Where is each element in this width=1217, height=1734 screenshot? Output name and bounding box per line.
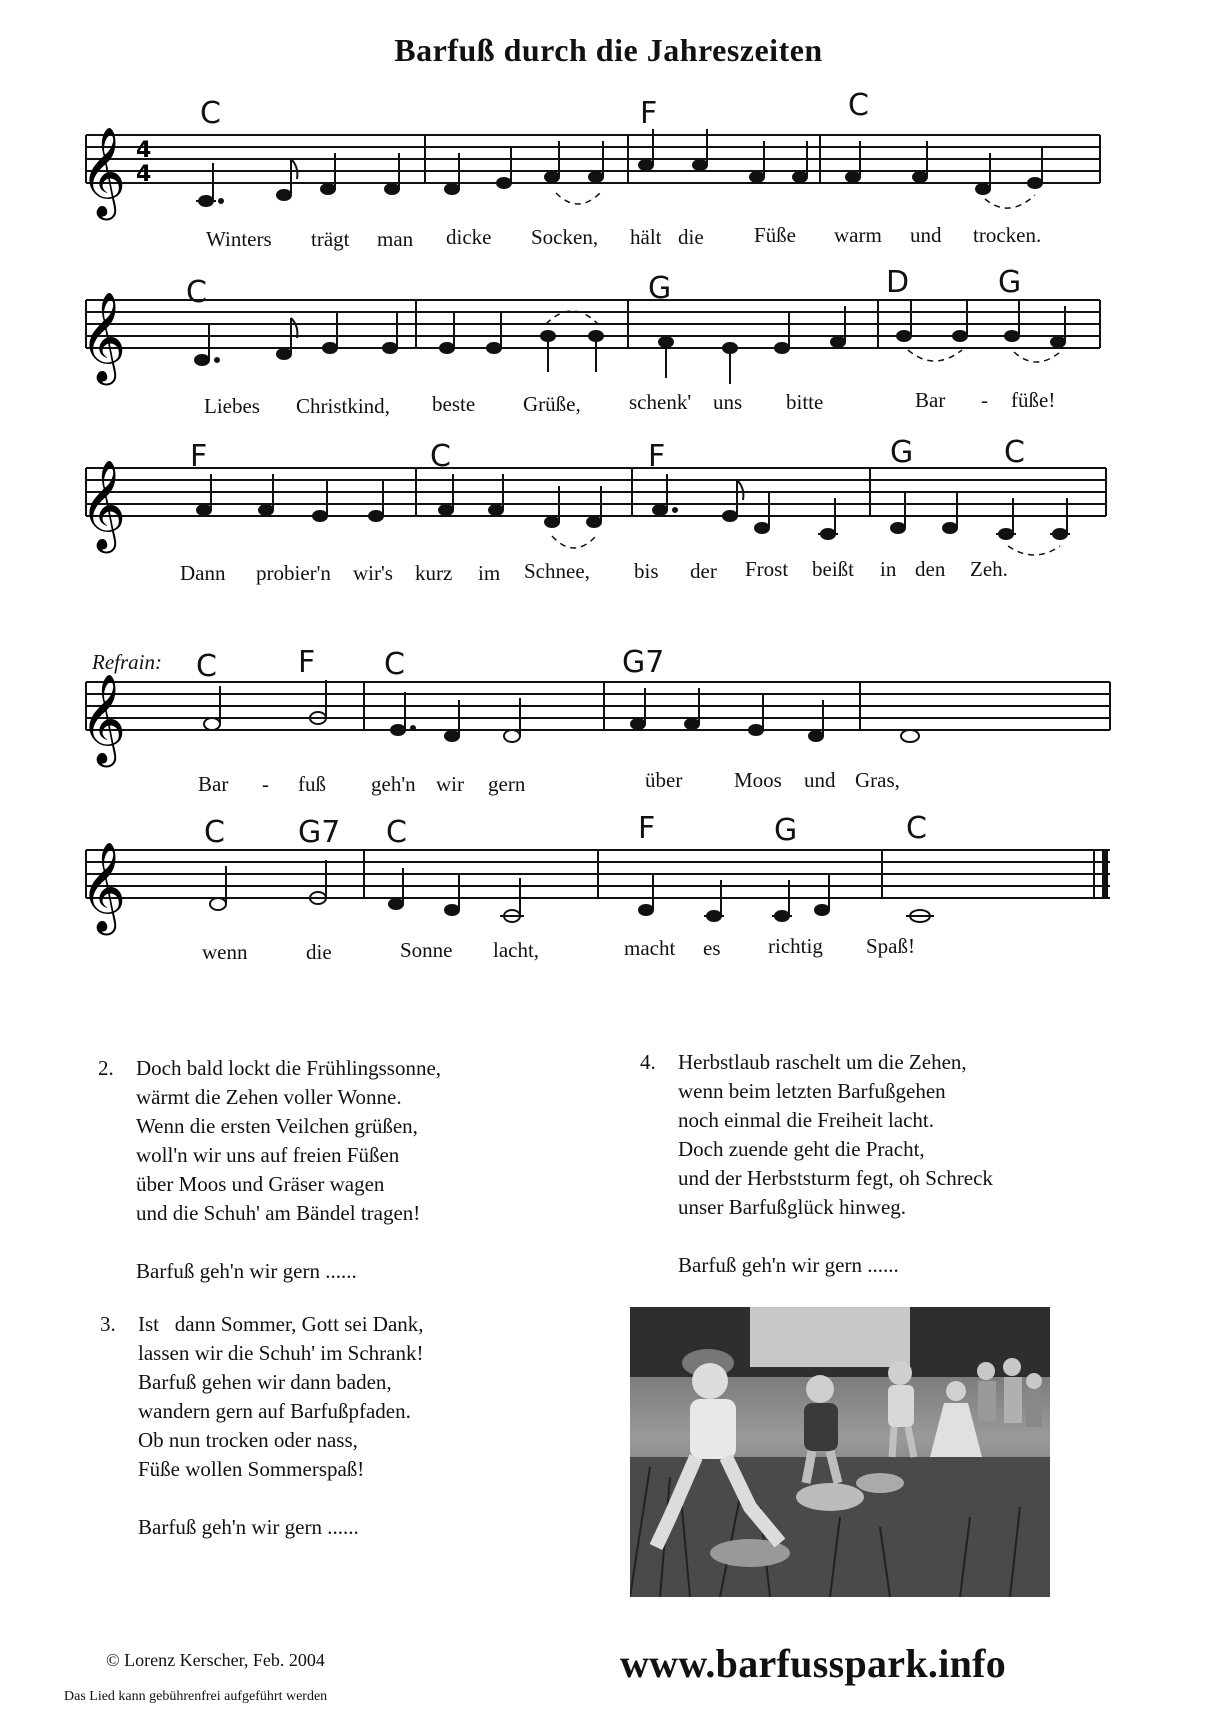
verse-number: 3.	[100, 1312, 116, 1336]
time-signature-top: 4	[136, 138, 152, 163]
chord: C	[186, 275, 207, 310]
lyric: Zeh.	[970, 557, 1008, 581]
chord: C	[384, 647, 405, 682]
chord: F	[638, 811, 656, 846]
chord: C	[430, 439, 451, 474]
lyric: trägt	[311, 227, 350, 251]
lyric: Gras,	[855, 768, 900, 792]
lyric: wenn	[202, 940, 248, 964]
refrain-reference: Barfuß geh'n wir gern ......	[138, 1515, 359, 1539]
verse-line: woll'n wir uns auf freien Füßen	[136, 1143, 400, 1167]
lyric: schenk'	[629, 390, 692, 414]
lyric: wir's	[353, 561, 393, 585]
staff-system-2	[0, 260, 1217, 400]
chord: D	[886, 265, 910, 300]
verse-3	[100, 1310, 560, 1550]
lyric: die	[678, 225, 704, 249]
treble-clef-icon: 𝄞	[80, 127, 127, 217]
verse-line: noch einmal die Freiheit lacht.	[678, 1108, 934, 1132]
lyric: probier'n	[256, 561, 331, 585]
lyric: fuß	[298, 772, 326, 796]
chord: G	[998, 265, 1022, 300]
chord: G7	[298, 815, 341, 850]
lyric: den	[915, 557, 946, 581]
lyric: im	[478, 561, 501, 585]
refrain-reference: Barfuß geh'n wir gern ......	[136, 1259, 357, 1283]
lyric: der	[690, 559, 717, 583]
verse-line: Füße wollen Sommerspaß!	[138, 1457, 365, 1481]
verse-line: wandern gern auf Barfußpfaden.	[138, 1399, 411, 1423]
lyric: Bar	[915, 388, 946, 412]
lyric: über	[645, 768, 683, 792]
lyric: und	[804, 768, 836, 792]
verse-line: Barfuß gehen wir dann baden,	[138, 1370, 392, 1394]
lyric: macht	[624, 936, 676, 960]
lyric: Grüße,	[523, 392, 581, 416]
song-title: Barfuß durch die Jahreszeiten	[394, 32, 823, 68]
lyric: -	[262, 772, 269, 796]
chord: C	[1004, 435, 1025, 470]
staff-system-1	[0, 88, 1217, 235]
lyric: wir	[436, 772, 464, 796]
lyric: gern	[488, 772, 526, 796]
lyric: Füße	[754, 223, 796, 247]
chord: F	[298, 645, 316, 680]
lyric: bitte	[786, 390, 824, 414]
lyric: dicke	[446, 225, 492, 249]
chord: G	[890, 435, 914, 470]
verse-line: Herbstlaub raschelt um die Zehen,	[678, 1050, 967, 1074]
lyric: Schnee,	[524, 559, 590, 583]
verse-number: 2.	[98, 1056, 114, 1080]
lyric: hält	[630, 225, 662, 249]
lyric: beste	[432, 392, 476, 416]
chord: C	[386, 815, 407, 850]
lyric: richtig	[768, 934, 823, 958]
lyric: Spaß!	[866, 934, 915, 958]
chord: F	[190, 439, 208, 474]
lyric: in	[880, 557, 897, 581]
verse-line: Ob nun trocken oder nass,	[138, 1428, 358, 1452]
staff-system-4-refrain	[0, 642, 1217, 782]
verse-line: über Moos und Gräser wagen	[136, 1172, 385, 1196]
time-signature-bottom: 4	[136, 162, 152, 187]
verse-line: Ist dann Sommer, Gott sei Dank,	[138, 1312, 424, 1336]
chord: C	[196, 649, 217, 684]
lyric: Sonne	[400, 938, 453, 962]
verse-line: Doch bald lockt die Frühlingssonne,	[136, 1056, 442, 1080]
lyric: Liebes	[204, 394, 260, 418]
verse-4	[640, 1048, 1100, 1288]
treble-clef-icon: 𝄞	[80, 842, 127, 932]
verse-line: Wenn die ersten Veilchen grüßen,	[136, 1114, 418, 1138]
verse-line: Doch zuende geht die Pracht,	[678, 1137, 925, 1161]
chord: C	[200, 96, 221, 131]
verse-line: und die Schuh' am Bändel tragen!	[136, 1201, 421, 1225]
staff-system-5	[0, 810, 1217, 950]
copyright-notice: © Lorenz Kerscher, Feb. 2004	[106, 1650, 325, 1670]
verse-line: lassen wir die Schuh' im Schrank!	[138, 1341, 424, 1365]
lyric: man	[377, 227, 414, 251]
lyric: Christkind,	[296, 394, 390, 418]
chord: G	[648, 271, 672, 306]
lyric: es	[703, 936, 721, 960]
chord: F	[640, 96, 658, 131]
lyric: geh'n	[371, 772, 416, 796]
verse-number: 4.	[640, 1050, 656, 1074]
lyric: Socken,	[531, 225, 599, 249]
refrain-label: Refrain:	[92, 650, 162, 674]
refrain-reference: Barfuß geh'n wir gern ......	[678, 1253, 899, 1277]
lyric: Dann	[180, 561, 226, 585]
verse-line: wärmt die Zehen voller Wonne.	[136, 1085, 402, 1109]
lyric: trocken.	[973, 223, 1042, 247]
treble-clef-icon: 𝄞	[80, 292, 127, 382]
lyric: die	[306, 940, 332, 964]
verse-line: unser Barfußglück hinweg.	[678, 1195, 907, 1219]
verse-line: wenn beim letzten Barfußgehen	[678, 1079, 946, 1103]
staff-system-3	[0, 428, 1217, 568]
lyric: Moos	[734, 768, 782, 792]
chord: C	[906, 811, 927, 846]
lyric: Bar	[198, 772, 229, 796]
lyric: und	[910, 223, 942, 247]
lyric: uns	[713, 390, 743, 414]
verse-line: und der Herbststurm fegt, oh Schreck	[678, 1166, 993, 1190]
chord: G7	[622, 645, 665, 680]
verse-2	[98, 1054, 558, 1294]
lyric: füße!	[1011, 388, 1056, 412]
children-walking-barefoot-photo	[630, 1307, 1050, 1597]
treble-clef-icon: 𝄞	[80, 460, 127, 550]
chord: F	[648, 439, 666, 474]
performance-rights-note: Das Lied kann gebührenfrei aufgeführt werden	[64, 1689, 328, 1704]
lyric: warm	[834, 223, 882, 247]
lyric: bis	[634, 559, 659, 583]
chord: G	[774, 813, 798, 848]
lyric: Winters	[206, 227, 272, 251]
chord: C	[848, 88, 869, 123]
lyric: -	[981, 388, 988, 412]
treble-clef-icon: 𝄞	[80, 674, 127, 764]
lyric: kurz	[415, 561, 453, 585]
chord: C	[204, 815, 225, 850]
website-link[interactable]: www.barfusspark.info	[620, 1641, 1007, 1686]
lyric: beißt	[812, 557, 854, 581]
lyric: lacht,	[493, 938, 540, 962]
lyric: Frost	[745, 557, 789, 581]
